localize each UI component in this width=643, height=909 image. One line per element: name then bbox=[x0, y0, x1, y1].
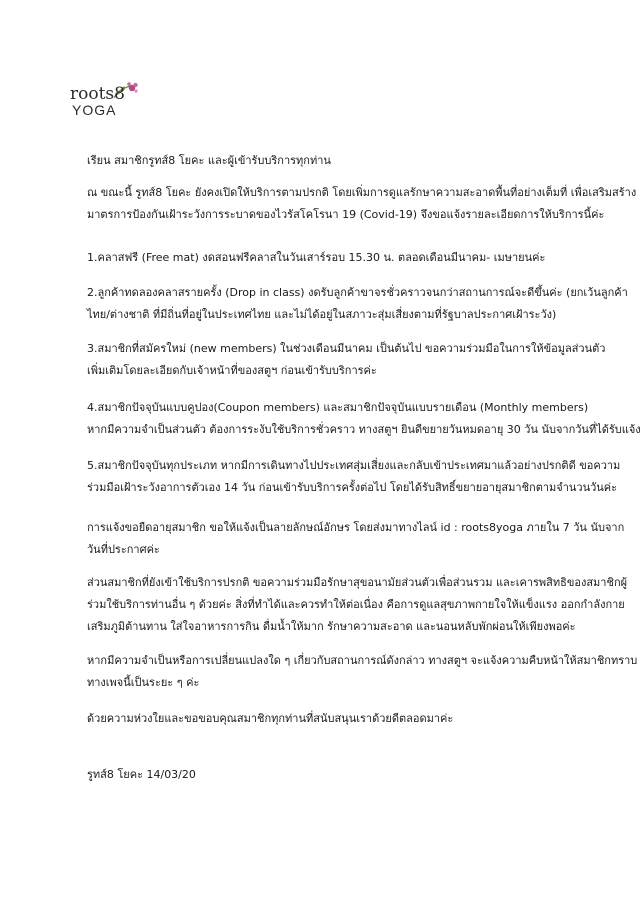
notice-paragraph bbox=[87, 517, 625, 561]
change-line-2: ทางเพจนี้เป็นระยะ ๆ ค่ะ bbox=[87, 676, 200, 689]
item-4 bbox=[87, 397, 641, 441]
intro-line-2: มาตรการป้องกันเฝ้าระวังการระบาดของไวรัสโคโรนา 19 (Covid-19) จึงขอแจ้งรายละเอียดการให้บริการนี้ค่ะ bbox=[87, 208, 605, 221]
item-4-line-2: หากมีความจำเป็นส่วนตัว ต้องการระงับใช้บริการชั่วคราว ทางสตูฯ ยินดีขยายวันหมดอายุ 30 วัน นับจากวันที่ได้รับแจ้ง bbox=[87, 423, 641, 436]
health-paragraph bbox=[87, 572, 628, 638]
item-5-line-2: ร่วมมือเฝ้าระวังอาการตัวเอง 14 วัน ก่อนเข้ารับบริการครั้งต่อไป โดยได้รับสิทธิ์ขยายอายุสมาชิกตามจำนวนวันค่ะ bbox=[87, 481, 618, 494]
health-line-1: ส่วนสมาชิกที่ยังเข้าใช้บริการปรกติ ขอความร่วมมือรักษาสุขอนามัยส่วนตัวเพื่อส่วนรวม และเคารพสิทธิของสมาชิกผู้ bbox=[87, 576, 628, 589]
item-3 bbox=[87, 338, 606, 382]
salutation-line: เรียน สมาชิกรูทส์8 โยคะ และผู้เข้ารับบริการทุกท่าน bbox=[87, 154, 331, 167]
item-4-line-1: 4.สมาชิกปัจจุบันแบบคูปอง(Coupon members) และสมาชิกปัจจุบันแบบรายเดือน (Monthly members) bbox=[87, 401, 589, 414]
change-paragraph bbox=[87, 650, 638, 694]
item-2 bbox=[87, 282, 628, 326]
signature bbox=[87, 764, 557, 786]
item-5-line-1: 5.สมาชิกปัจจุบันทุกประเภท หากมีการเดินทางไปประเทศสุ่มเสี่ยงและกลับเข้าประเทศมาแล้วอย่างปรกติดี ขอความ bbox=[87, 459, 621, 472]
health-line-2: ร่วมใช้บริการท่านอื่น ๆ ด้วยค่ะ สิ่งที่ทำได้และควรทำให้ต่อเนื่อง คือการดูแลสุขภาพกายใจให้แข็งแรง ออกกำลังกาย bbox=[87, 598, 625, 611]
logo-sub-text: YOGA bbox=[72, 102, 117, 118]
item-2-line-2: ไทย/ต่างชาติ ที่มีถิ่นที่อยู่ในประเทศไทย และไม่ได้อยู่ในสภาวะสุ่มเสี่ยงตามที่รัฐบาลประกาศเฝ้าระวัง) bbox=[87, 308, 557, 321]
change-line-1: หากมีความจำเป็นหรือการเปลี่ยนแปลงใด ๆ เกี่ยวกับสถานการณ์ดังกล่าว ทางสตูฯ จะแจ้งความคืบหน้าให้สมาชิกทราบ bbox=[87, 654, 638, 667]
intro-paragraph bbox=[87, 182, 637, 226]
notice-line-1: การแจ้งขอยืดอายุสมาชิก ขอให้แจ้งเป็นลายลักษณ์อักษร โดยส่งมาทางไลน์ id : roots8yoga ภายใน 7 วัน นับจาก bbox=[87, 521, 625, 534]
item-1 bbox=[87, 247, 557, 269]
logo-brand-text: roots8 bbox=[70, 84, 125, 104]
roots8-yoga-logo bbox=[70, 80, 140, 122]
item-2-line-1: 2.ลูกค้าทดลองคลาสรายครั้ง (Drop in class) งดรับลูกค้าขาจรชั่วคราวจนกว่าสถานการณ์จะดีขึ้นค่ะ (ยกเว้นลูกค้า bbox=[87, 286, 628, 299]
notice-line-2: วันที่ประกาศค่ะ bbox=[87, 543, 160, 556]
health-line-3: เสริมภูมิต้านทาน ใส่ใจอาหารการกิน ดื่มน้ำให้มาก รักษาความสะอาด และนอนหลับพักผ่อนให้เพียงพอค่ะ bbox=[87, 620, 576, 633]
item-1-line-1: 1.คลาสฟรี (Free mat) งดสอนฟรีคลาสในวันเสาร์รอบ 15.30 น. ตลอดเดือนมีนาคม- เมษายนค่ะ bbox=[87, 251, 546, 264]
signature-line: รูทส์8 โยคะ 14/03/20 bbox=[87, 768, 196, 781]
thanks-paragraph bbox=[87, 708, 557, 730]
item-5 bbox=[87, 455, 621, 499]
salutation bbox=[87, 150, 557, 172]
item-3-line-2: เพิ่มเติมโดยละเอียดกับเจ้าหน้าที่ของสตูฯ ก่อนเข้ารับบริการค่ะ bbox=[87, 364, 377, 377]
intro-line-1: ณ ขณะนี้ รูทส์8 โยคะ ยังคงเปิดให้บริการตามปรกติ โดยเพิ่มการดูแลรักษาความสะอาดพื้นที่อย่างเต็มที่ เพื่อเสริมสร้าง bbox=[87, 186, 637, 199]
thanks-line: ด้วยความห่วงใยและขอขอบคุณสมาชิกทุกท่านที่สนับสนุนเราด้วยดีตลอดมาค่ะ bbox=[87, 712, 454, 725]
item-3-line-1: 3.สมาชิกที่สมัครใหม่ (new members) ในช่วงเดือนมีนาคม เป็นต้นไป ขอความร่วมมือในการให้ข้อมูลส่วนตัว bbox=[87, 342, 606, 355]
